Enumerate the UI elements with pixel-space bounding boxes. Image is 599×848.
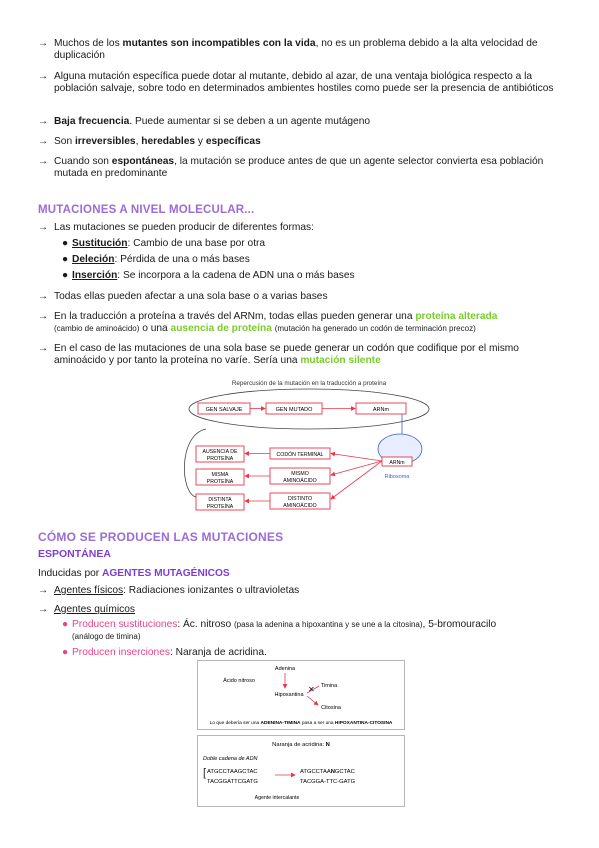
- arrow-icon: →: [38, 222, 49, 233]
- cross-icon: ✕: [308, 685, 315, 694]
- svg-text:DISTINTO: DISTINTO: [287, 496, 313, 502]
- svg-text:AUSENCIA DE: AUSENCIA DE: [202, 449, 238, 455]
- arrow-icon: →: [38, 291, 49, 302]
- nitrous-acid-diagram: [197, 660, 405, 730]
- molecular-p2: → En la traducción a proteína a través del ARNm, todas ellas pueden generar una proteína alterada (cambio de aminoácido) o una ausencia de proteína (mutación ha generado un codón de terminación precoz): [38, 311, 498, 335]
- agentes-fisicos: → Agentes físicos: Radiaciones ionizantes o ultravioletas: [38, 585, 300, 596]
- svg-text:MISMA: MISMA: [211, 472, 229, 478]
- svg-text:CODÓN TERMINAL: CODÓN TERMINAL: [276, 452, 324, 458]
- svg-text:MISMO: MISMO: [291, 471, 309, 477]
- svg-text:ATGCCTAANGCTAC: ATGCCTAANGCTAC: [300, 769, 355, 775]
- molecular-p1: → Todas ellas pueden afectar a una sola base o a varias bases: [38, 291, 328, 302]
- arrow-icon: →: [38, 156, 49, 167]
- inducidas-line: Inducidas por AGENTES MUTAGÉNICOS: [38, 568, 230, 579]
- svg-text:AMINOÁCIDO: AMINOÁCIDO: [283, 478, 317, 484]
- bullet-icon: ●: [62, 270, 69, 281]
- svg-text:GEN SALVAJE: GEN SALVAJE: [205, 407, 243, 413]
- arrow-icon: →: [38, 116, 49, 127]
- bullet-icon: ●: [62, 254, 69, 265]
- svg-text:Ácido nitroso: Ácido nitroso: [223, 678, 255, 684]
- svg-text:TACGGA-TTC-GATG: TACGGA-TTC-GATG: [300, 779, 356, 785]
- left-loop-line: [184, 429, 206, 497]
- arrow-icon: →: [38, 585, 49, 596]
- svg-text:Naranja de acridina: N: Naranja de acridina: N: [272, 742, 330, 748]
- arrow-icon: →: [38, 38, 49, 49]
- inserciones-item: ● Producen inserciones: Naranja de acridina.: [62, 647, 267, 658]
- type-item-insercion: ● Inserción: Se incorpora a la cadena de ADN una o más bases: [62, 270, 355, 281]
- mutation-translation-diagram: [178, 375, 440, 517]
- agentes-quimicos: → Agentes químicos: [38, 604, 135, 615]
- svg-text:ATGCCTAAGCTAC: ATGCCTAAGCTAC: [207, 769, 258, 775]
- acridine-orange-diagram: [197, 735, 405, 807]
- svg-text:Lo que debería ser una ADENINA: Lo que debería ser una ADENINA-TIMINA pasa a ser una HIPOXANTINA-CITOSINA: [209, 721, 393, 726]
- svg-text:Timina: Timina: [320, 683, 338, 689]
- svg-text:Doble cadena de ADN: Doble cadena de ADN: [203, 756, 258, 762]
- intro-item-5: → Cuando son espontáneas, la mutación se produce antes de que un agente selector convierta esa población mutada en predominante: [38, 156, 544, 180]
- molecular-lead: → Las mutaciones se pueden producir de diferentes formas:: [38, 222, 314, 233]
- arrow-icon: →: [38, 343, 49, 354]
- svg-text:TACGGATTCGATG: TACGGATTCGATG: [207, 779, 258, 785]
- sustituciones-item: ● Producen sustituciones: Ác. nitroso (pasa la adenina a hipoxantina y se une a la citosina), 5-bromouracilo (análogo de timina): [62, 619, 497, 642]
- svg-text:ARNm: ARNm: [389, 460, 405, 466]
- intro-item-2: → Alguna mutación específica puede dotar al mutante, debido al azar, de una ventaja biológica respecto a la población salvaje, sobre todo en determinados ambientes hostiles como puede ser la presencia de antibióticos: [38, 71, 554, 95]
- bullet-icon: ●: [62, 238, 69, 249]
- arrow-icon: →: [38, 604, 49, 615]
- svg-text:Agente intercalante: Agente intercalante: [254, 795, 300, 801]
- section-heading-como: CÓMO SE PRODUCEN LAS MUTACIONES: [38, 530, 284, 544]
- svg-text:AMINOÁCIDO: AMINOÁCIDO: [283, 503, 317, 509]
- svg-text:Hipoxantina: Hipoxantina: [274, 692, 304, 698]
- arrow-icon: →: [38, 71, 49, 82]
- molecular-p3: → En el caso de las mutaciones de una sola base se puede generar un codón que codifique por el mismo aminoácido y por tanto la proteína no varíe. Sería una mutación silente: [38, 343, 519, 367]
- section-heading-molecular: MUTACIONES A NIVEL MOLECULAR...: [38, 204, 255, 216]
- svg-text:PROTEÍNA: PROTEÍNA: [206, 479, 234, 485]
- intro-item-1: → Muchos de los mutantes son incompatibles con la vida, no es un problema debido a la alta velocidad de duplicación: [38, 38, 538, 62]
- subheading-espontanea: ESPONTÁNEA: [38, 548, 111, 560]
- arrow-icon: →: [38, 311, 49, 322]
- svg-text:DISTINTA: DISTINTA: [208, 497, 232, 503]
- svg-text:ARNm: ARNm: [372, 407, 390, 413]
- type-item-sustitucion: ● Sustitución: Cambio de una base por otra: [62, 238, 266, 249]
- svg-text:PROTEÍNA: PROTEÍNA: [206, 504, 234, 510]
- intro-item-3: → Baja frecuencia. Puede aumentar si se deben a un agente mutágeno: [38, 116, 371, 127]
- svg-text:GEN MUTADO: GEN MUTADO: [275, 407, 313, 413]
- intro-item-4: → Son irreversibles, heredables y específicas: [38, 136, 261, 147]
- svg-text:PROTEÍNA: PROTEÍNA: [206, 456, 234, 462]
- bullet-icon: ●: [62, 647, 69, 658]
- svg-text:Ribosoma: Ribosoma: [384, 474, 410, 480]
- svg-text:Adenina: Adenina: [274, 666, 296, 672]
- type-item-delecion: ● Deleción: Pérdida de una o más bases: [62, 254, 250, 265]
- svg-text:Citosina: Citosina: [321, 705, 341, 711]
- bullet-icon: ●: [62, 619, 69, 630]
- svg-text:[: [: [203, 767, 207, 779]
- figure1-title: Repercusión de la mutación en la traducción a proteína: [231, 380, 387, 387]
- arrow-icon: →: [38, 136, 49, 147]
